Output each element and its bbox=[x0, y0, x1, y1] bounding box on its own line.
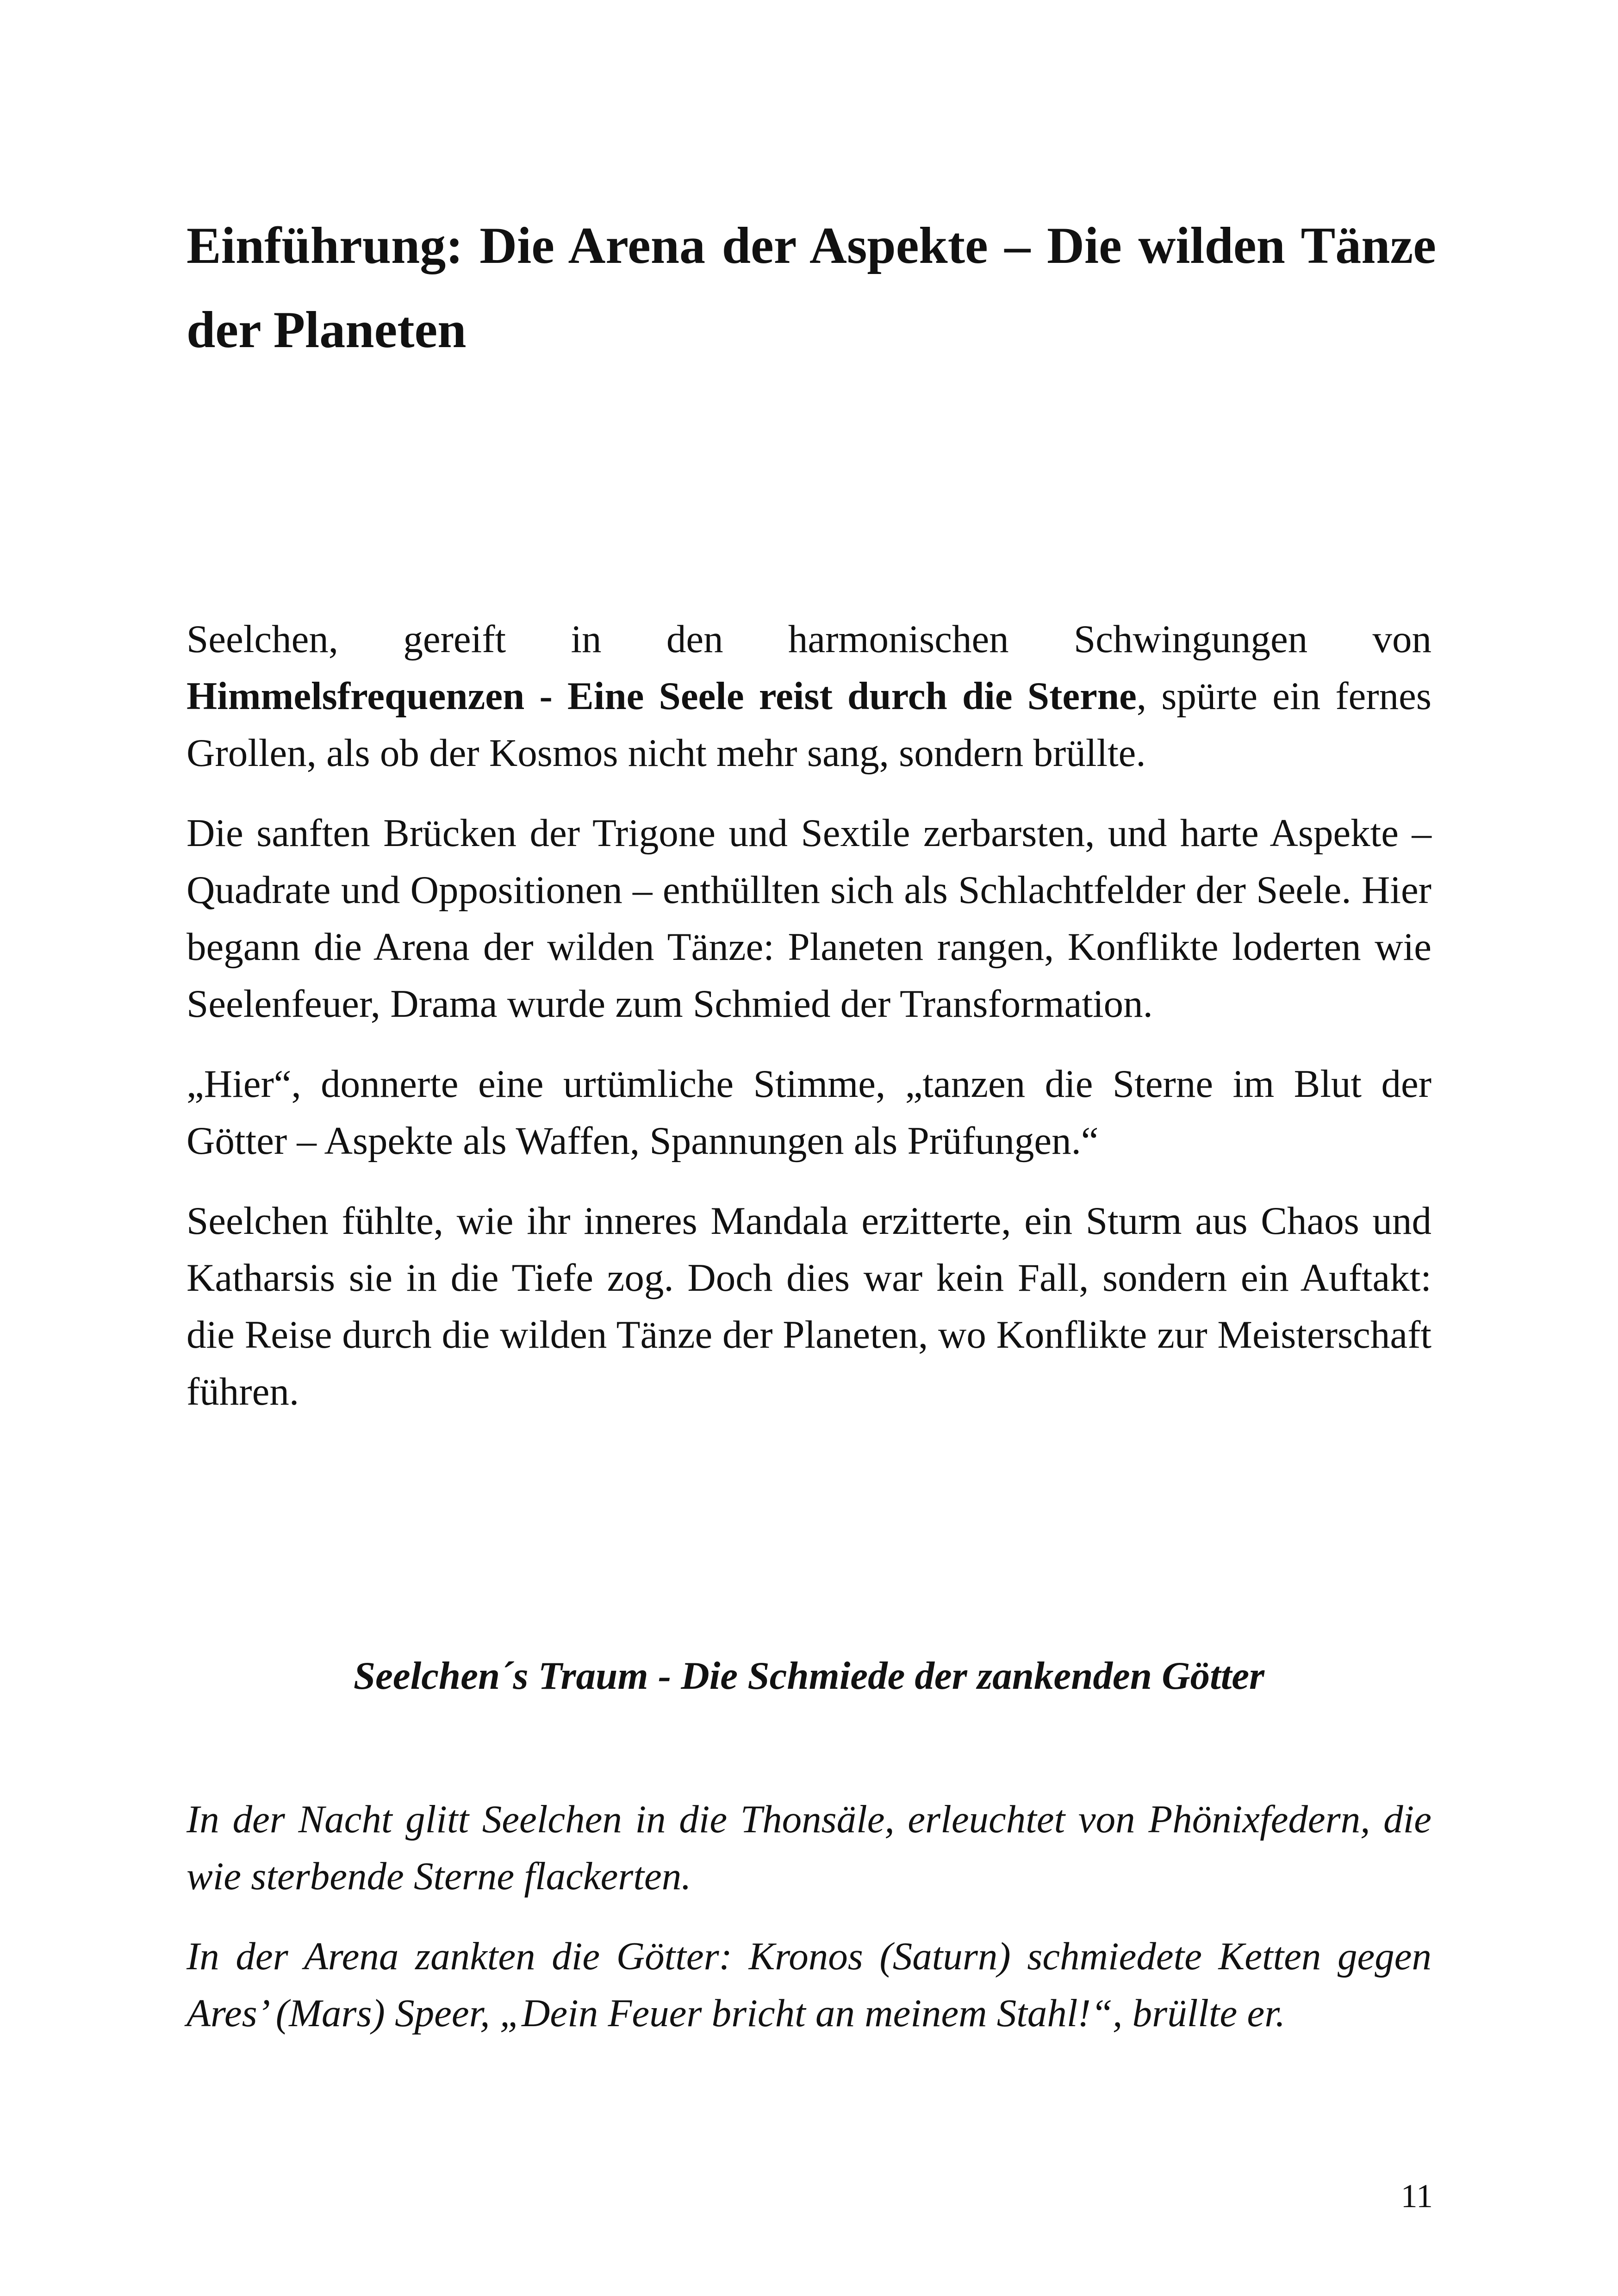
body-paragraph: „Hier“, donnerte eine urtümliche Stimme, „tanzen die Sterne im Blut der Götter – Aspekte als Waffen, Spannungen als Prüfungen.“ bbox=[187, 1062, 1431, 1163]
intro-paragraph bbox=[187, 611, 1431, 782]
body-paragraph: Seelchen fühlte, wie ihr inneres Mandala erzitterte, ein Sturm aus Chaos und Katharsis sie in die Tiefe zog. Doch dies war kein Fall, sondern ein Auftakt: die Reise durch die wilden Tänze der Planeten, wo Konflikte zur Meisterschaft führen. bbox=[187, 1199, 1431, 1413]
body-paragraph: Die sanften Brücken der Trigone und Sextile zerbarsten, und harte Aspekte – Quadrate und Oppositionen – enthüllten sich als Schlachtfelder der Seele. Hier begann die Arena der wilden Tänze: Planeten rangen, Konflikte loderten wie Seelenfeuer, Drama wurde zum Schmied der Transformation. bbox=[187, 811, 1431, 1026]
section-subheading: Seelchen´s Traum - Die Schmiede der zankenden Götter bbox=[353, 1654, 1265, 1698]
page-number: 11 bbox=[1400, 2178, 1433, 2215]
intro-text-start: Seelchen, gereift in den harmonischen Schwingungen von bbox=[187, 617, 1431, 661]
intro-book-title: Himmelsfrequenzen - Eine Seele reist durch die Sterne bbox=[187, 674, 1137, 718]
chapter-heading: Einführung: Die Arena der Aspekte – Die wilden Tänze der Planeten bbox=[187, 217, 1436, 359]
dream-section-body bbox=[187, 1791, 1431, 2065]
dream-paragraph: In der Arena zankten die Götter: Kronos (Saturn) schmiedete Ketten gegen Ares’ (Mars) Speer, „Dein Feuer bricht an meinem Stahl!“, brüllte er. bbox=[187, 1935, 1431, 2035]
dream-paragraph: In der Nacht glitt Seelchen in die Thonsäle, erleuchtet von Phönixfedern, die wie sterbende Sterne flackerten. bbox=[187, 1798, 1431, 1898]
intro-text-end: , spürte ein fernes Grollen, als ob der Kosmos nicht mehr sang, sondern brüllte. bbox=[187, 674, 1431, 775]
chapter-body bbox=[187, 611, 1431, 1444]
